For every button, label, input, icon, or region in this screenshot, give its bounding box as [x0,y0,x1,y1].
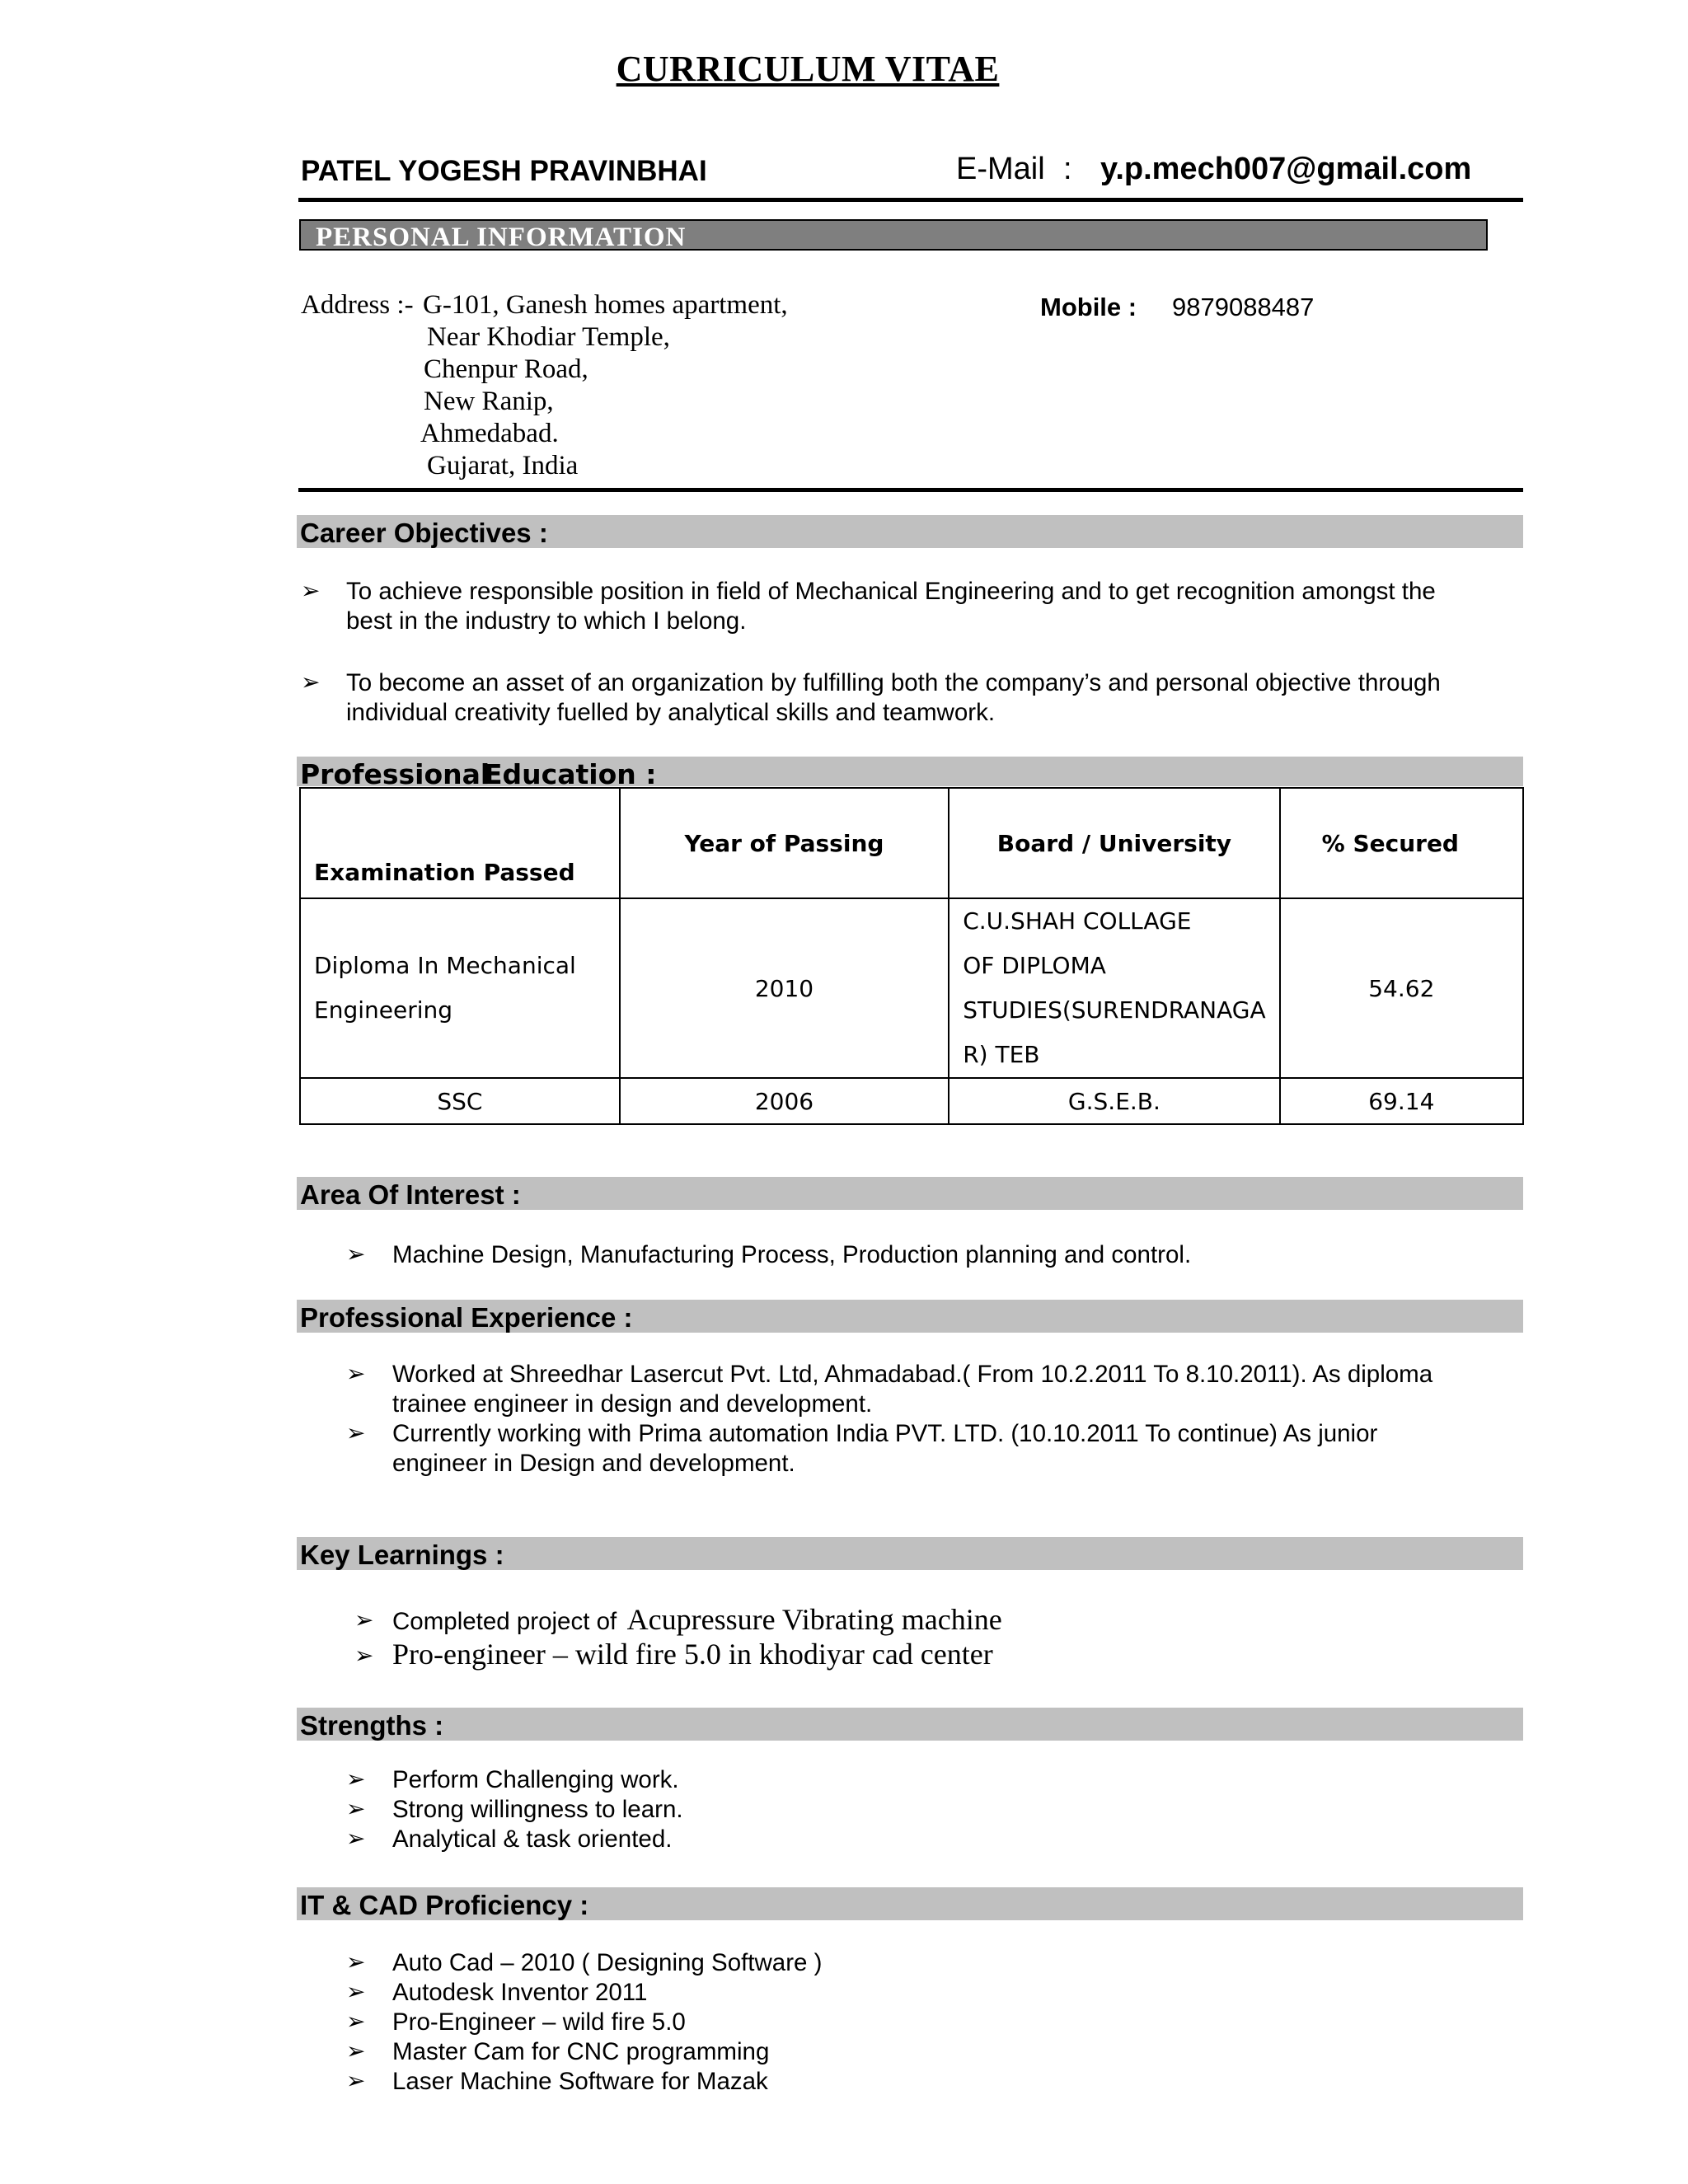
it-cad-item: Laser Machine Software for Mazak [392,2068,768,2095]
it-cad-item: Auto Cad – 2010 ( Designing Software ) [392,1949,823,1976]
column-header: Examination Passed [300,788,620,898]
cell-line: C.U.SHAH COLLAGE [963,907,1192,935]
column-header: Board / University [949,788,1279,898]
cell-line: R) TEB [963,1041,1040,1068]
section-heading-text: Professional Experience : [300,1302,633,1333]
cell-line: OF DIPLOMA [963,952,1106,979]
education-table [299,787,1524,1125]
learning-item-project: Acupressure Vibrating machine [626,1603,1002,1636]
personal-info-rule [298,488,1523,492]
it-cad-item: Pro-Engineer – wild fire 5.0 [392,2008,686,2036]
career-objective-item [346,668,1525,728]
bullet-arrow-icon: ➢ [346,1241,366,1267]
table-cell: SSC [300,1078,620,1124]
strengths-heading [297,1708,1523,1741]
personal-info-heading [299,219,1488,251]
experience-item [392,1360,1525,1419]
table-cell [949,898,1279,1078]
cell-line: Engineering [314,996,452,1024]
header-rule [298,198,1523,202]
career-objectives-heading [297,515,1523,548]
table-header-row [300,788,1523,898]
text-line: engineer in Design and development. [392,1450,795,1477]
bullet-arrow-icon: ➢ [346,1796,366,1821]
candidate-name: PATEL YOGESH PRAVINBHAI [301,155,707,187]
text-line: Currently working with Prima automation India PVT. LTD. (10.10.2011 To continue) As junior [392,1420,1378,1447]
table-cell: 2010 [620,898,949,1078]
table-cell: 69.14 [1280,1078,1523,1124]
career-objective-item [346,577,1525,636]
address-line: Ahmedabad. [420,419,559,448]
bullet-arrow-icon: ➢ [346,1825,366,1851]
interest-item: Machine Design, Manufacturing Process, Production planning and control. [392,1241,1192,1268]
section-heading-text: Area Of Interest : [300,1179,521,1210]
mobile-label: Mobile : [1040,293,1137,321]
section-heading-text: IT & CAD Proficiency : [300,1890,589,1920]
text-line: best in the industry to which I belong. [346,607,747,635]
column-header: % Secured [1280,788,1523,898]
education-heading-b: Education : [484,758,657,790]
bullet-arrow-icon: ➢ [354,1607,374,1633]
address-label: Address :- [301,290,414,320]
learning-item: Pro-engineer – wild fire 5.0 in khodiyar cad center [392,1638,993,1671]
email-address: y.p.mech007@gmail.com [1100,152,1472,186]
text-line: individual creativity fuelled by analytical skills and teamwork. [346,699,996,726]
address-line: Near Khodiar Temple, [427,322,670,352]
text-line: To become an asset of an organization by fulfilling both the company’s and personal objective through [346,669,1441,696]
section-heading-text: Career Objectives : [300,518,548,548]
it-cad-item: Autodesk Inventor 2011 [392,1979,648,2006]
cell-line: Diploma In Mechanical [314,952,576,979]
text-line: To achieve responsible position in field of Mechanical Engineering and to get recognition amongst the [346,578,1436,605]
bullet-arrow-icon: ➢ [346,2008,366,2034]
bullet-arrow-icon: ➢ [346,1949,366,1975]
text-line: Worked at Shreedhar Lasercut Pvt. Ltd, Ahmadabad.( From 10.2.2011 To 8.10.2011). As diploma [392,1361,1433,1388]
address-line: Gujarat, India [427,451,579,480]
mobile-number: 9879088487 [1172,293,1315,321]
education-heading [297,757,1523,790]
cell-line: STUDIES(SURENDRANAGA [963,996,1266,1024]
section-heading-text: Key Learnings : [300,1540,504,1570]
personal-info-heading-text: PERSONAL INFORMATION [316,223,687,252]
bullet-arrow-icon: ➢ [346,1361,366,1386]
section-heading-text: Strengths : [300,1710,444,1741]
learning-item-prefix: Completed project of [392,1608,617,1635]
table-cell [300,898,620,1078]
table-row [300,1078,1523,1124]
text-line: trainee engineer in design and development. [392,1390,873,1418]
it-cad-item: Master Cam for CNC programming [392,2038,770,2065]
table-cell: G.S.E.B. [949,1078,1279,1124]
bullet-arrow-icon: ➢ [354,1643,374,1668]
bullet-arrow-icon: ➢ [301,578,321,603]
bullet-arrow-icon: ➢ [346,1979,366,2004]
experience-item [392,1419,1525,1479]
learning-item [392,1602,1002,1637]
address-line: New Ranip, [424,387,554,416]
strength-item: Strong willingness to learn. [392,1796,683,1823]
professional-experience-heading [297,1300,1523,1333]
education-heading-a: Professional [300,758,490,790]
column-header: Year of Passing [620,788,949,898]
bullet-arrow-icon: ➢ [346,2068,366,2093]
bullet-arrow-icon: ➢ [301,669,321,695]
email-separator: : [1063,152,1072,186]
email-label: E-Mail [956,152,1045,186]
it-cad-heading [297,1887,1523,1920]
bullet-arrow-icon: ➢ [346,1420,366,1446]
strength-item: Perform Challenging work. [392,1766,679,1793]
key-learnings-heading [297,1537,1523,1570]
strength-item: Analytical & task oriented. [392,1825,673,1853]
bullet-arrow-icon: ➢ [346,2038,366,2064]
table-cell: 2006 [620,1078,949,1124]
document-title: CURRICULUM VITAE [616,49,1000,89]
address-line: G-101, Ganesh homes apartment, [423,290,788,320]
address-line: Chenpur Road, [424,354,588,384]
table-cell: 54.62 [1280,898,1523,1078]
bullet-arrow-icon: ➢ [346,1766,366,1792]
area-of-interest-heading [297,1177,1523,1210]
table-row [300,898,1523,1078]
